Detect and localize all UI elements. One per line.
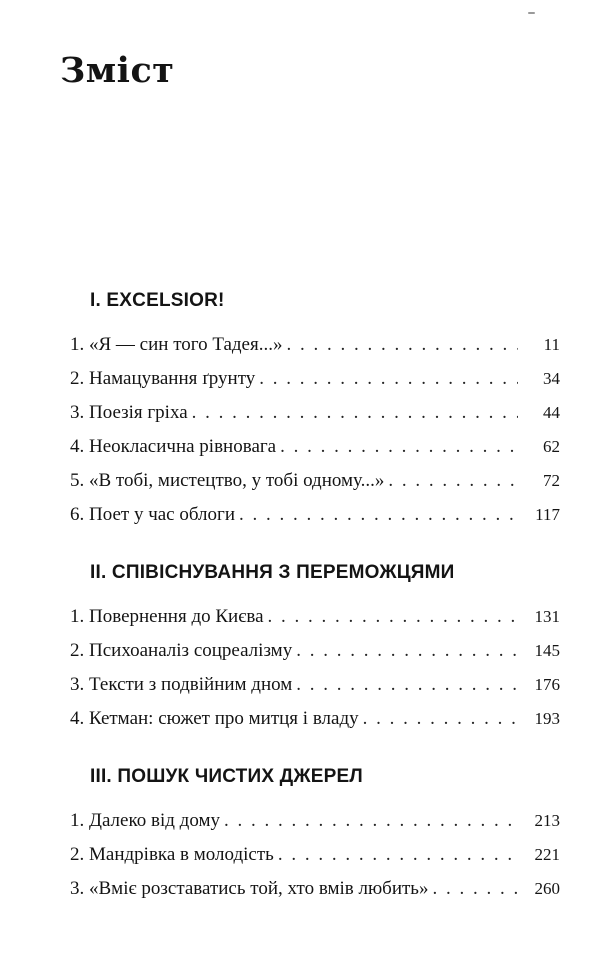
dot-leader: [239, 498, 518, 532]
page-number: 193: [534, 709, 560, 728]
page-number: 34: [543, 369, 560, 388]
page-number: 260: [534, 879, 560, 898]
toc-entry[interactable]: [70, 396, 560, 430]
toc-entry[interactable]: [70, 430, 560, 464]
entry-title: 2. Психоаналіз соцреалізму: [70, 640, 293, 661]
toc-section-1: [70, 288, 560, 532]
page-title: Зміст: [60, 50, 175, 91]
toc-entry[interactable]: [70, 498, 560, 532]
dot-leader: [278, 838, 518, 872]
dot-leader: [280, 430, 518, 464]
entry-title: 6. Поет у час облоги: [70, 504, 235, 525]
toc-entry[interactable]: [70, 464, 560, 498]
page-number: 117: [535, 505, 560, 524]
page-number: 62: [543, 437, 560, 456]
dot-leader: [192, 396, 518, 430]
page-number: 213: [534, 811, 560, 830]
entry-title: 3. «Вміє розставатись той, хто вмів любить»: [70, 878, 429, 899]
toc-entry-list: [70, 804, 560, 906]
section-title: III. ПОШУК ЧИСТИХ ДЖЕРЕЛ: [90, 766, 363, 787]
dot-leader: [388, 464, 518, 498]
entry-title: 3. Тексти з подвійним дном: [70, 674, 293, 695]
dot-leader: [259, 362, 518, 396]
page-number: 131: [534, 607, 560, 626]
dot-leader: [286, 328, 518, 362]
toc-entry[interactable]: [70, 804, 560, 838]
entry-title: 1. «Я — син того Тадея...»: [70, 334, 283, 355]
section-title: I. EXCELSIOR!: [90, 290, 225, 311]
toc-entry[interactable]: [70, 328, 560, 362]
toc-entry[interactable]: [70, 668, 560, 702]
page-number: 72: [543, 471, 560, 490]
page-number: 11: [543, 335, 560, 354]
toc-entry[interactable]: [70, 362, 560, 396]
page-number: 44: [543, 403, 560, 422]
toc-entry-list: [70, 328, 560, 532]
page-number: 145: [534, 641, 560, 660]
dot-leader: [296, 668, 518, 702]
toc-entry[interactable]: [70, 634, 560, 668]
dot-leader: [224, 804, 518, 838]
entry-title: 1. Повернення до Києва: [70, 606, 264, 627]
toc-entry[interactable]: [70, 838, 560, 872]
toc-section-3: [70, 764, 560, 906]
entry-title: 2. Намацування ґрунту: [70, 368, 256, 389]
section-title: II. СПІВІСНУВАННЯ З ПЕРЕМОЖЦЯМИ: [90, 562, 455, 583]
dot-leader: [296, 634, 518, 668]
page-number: 176: [534, 675, 560, 694]
toc-entry-list: [70, 600, 560, 736]
entry-title: 2. Мандрівка в молодість: [70, 844, 274, 865]
toc-entry[interactable]: [70, 600, 560, 634]
dot-leader: [268, 600, 518, 634]
toc-section-2: [70, 560, 560, 736]
toc-entry[interactable]: [70, 872, 560, 906]
entry-title: 3. Поезія гріха: [70, 402, 188, 423]
entry-title: 5. «В тобі, мистецтво, у тобі одному...»: [70, 470, 385, 491]
dot-leader: [363, 702, 518, 736]
entry-title: 1. Далеко від дому: [70, 810, 220, 831]
scan-mark: [528, 12, 535, 14]
dot-leader: [432, 872, 518, 906]
page-number: 221: [534, 845, 560, 864]
entry-title: 4. Кетман: сюжет про митця і владу: [70, 708, 359, 729]
entry-title: 4. Неокласична рівновага: [70, 436, 277, 457]
toc-entry[interactable]: [70, 702, 560, 736]
